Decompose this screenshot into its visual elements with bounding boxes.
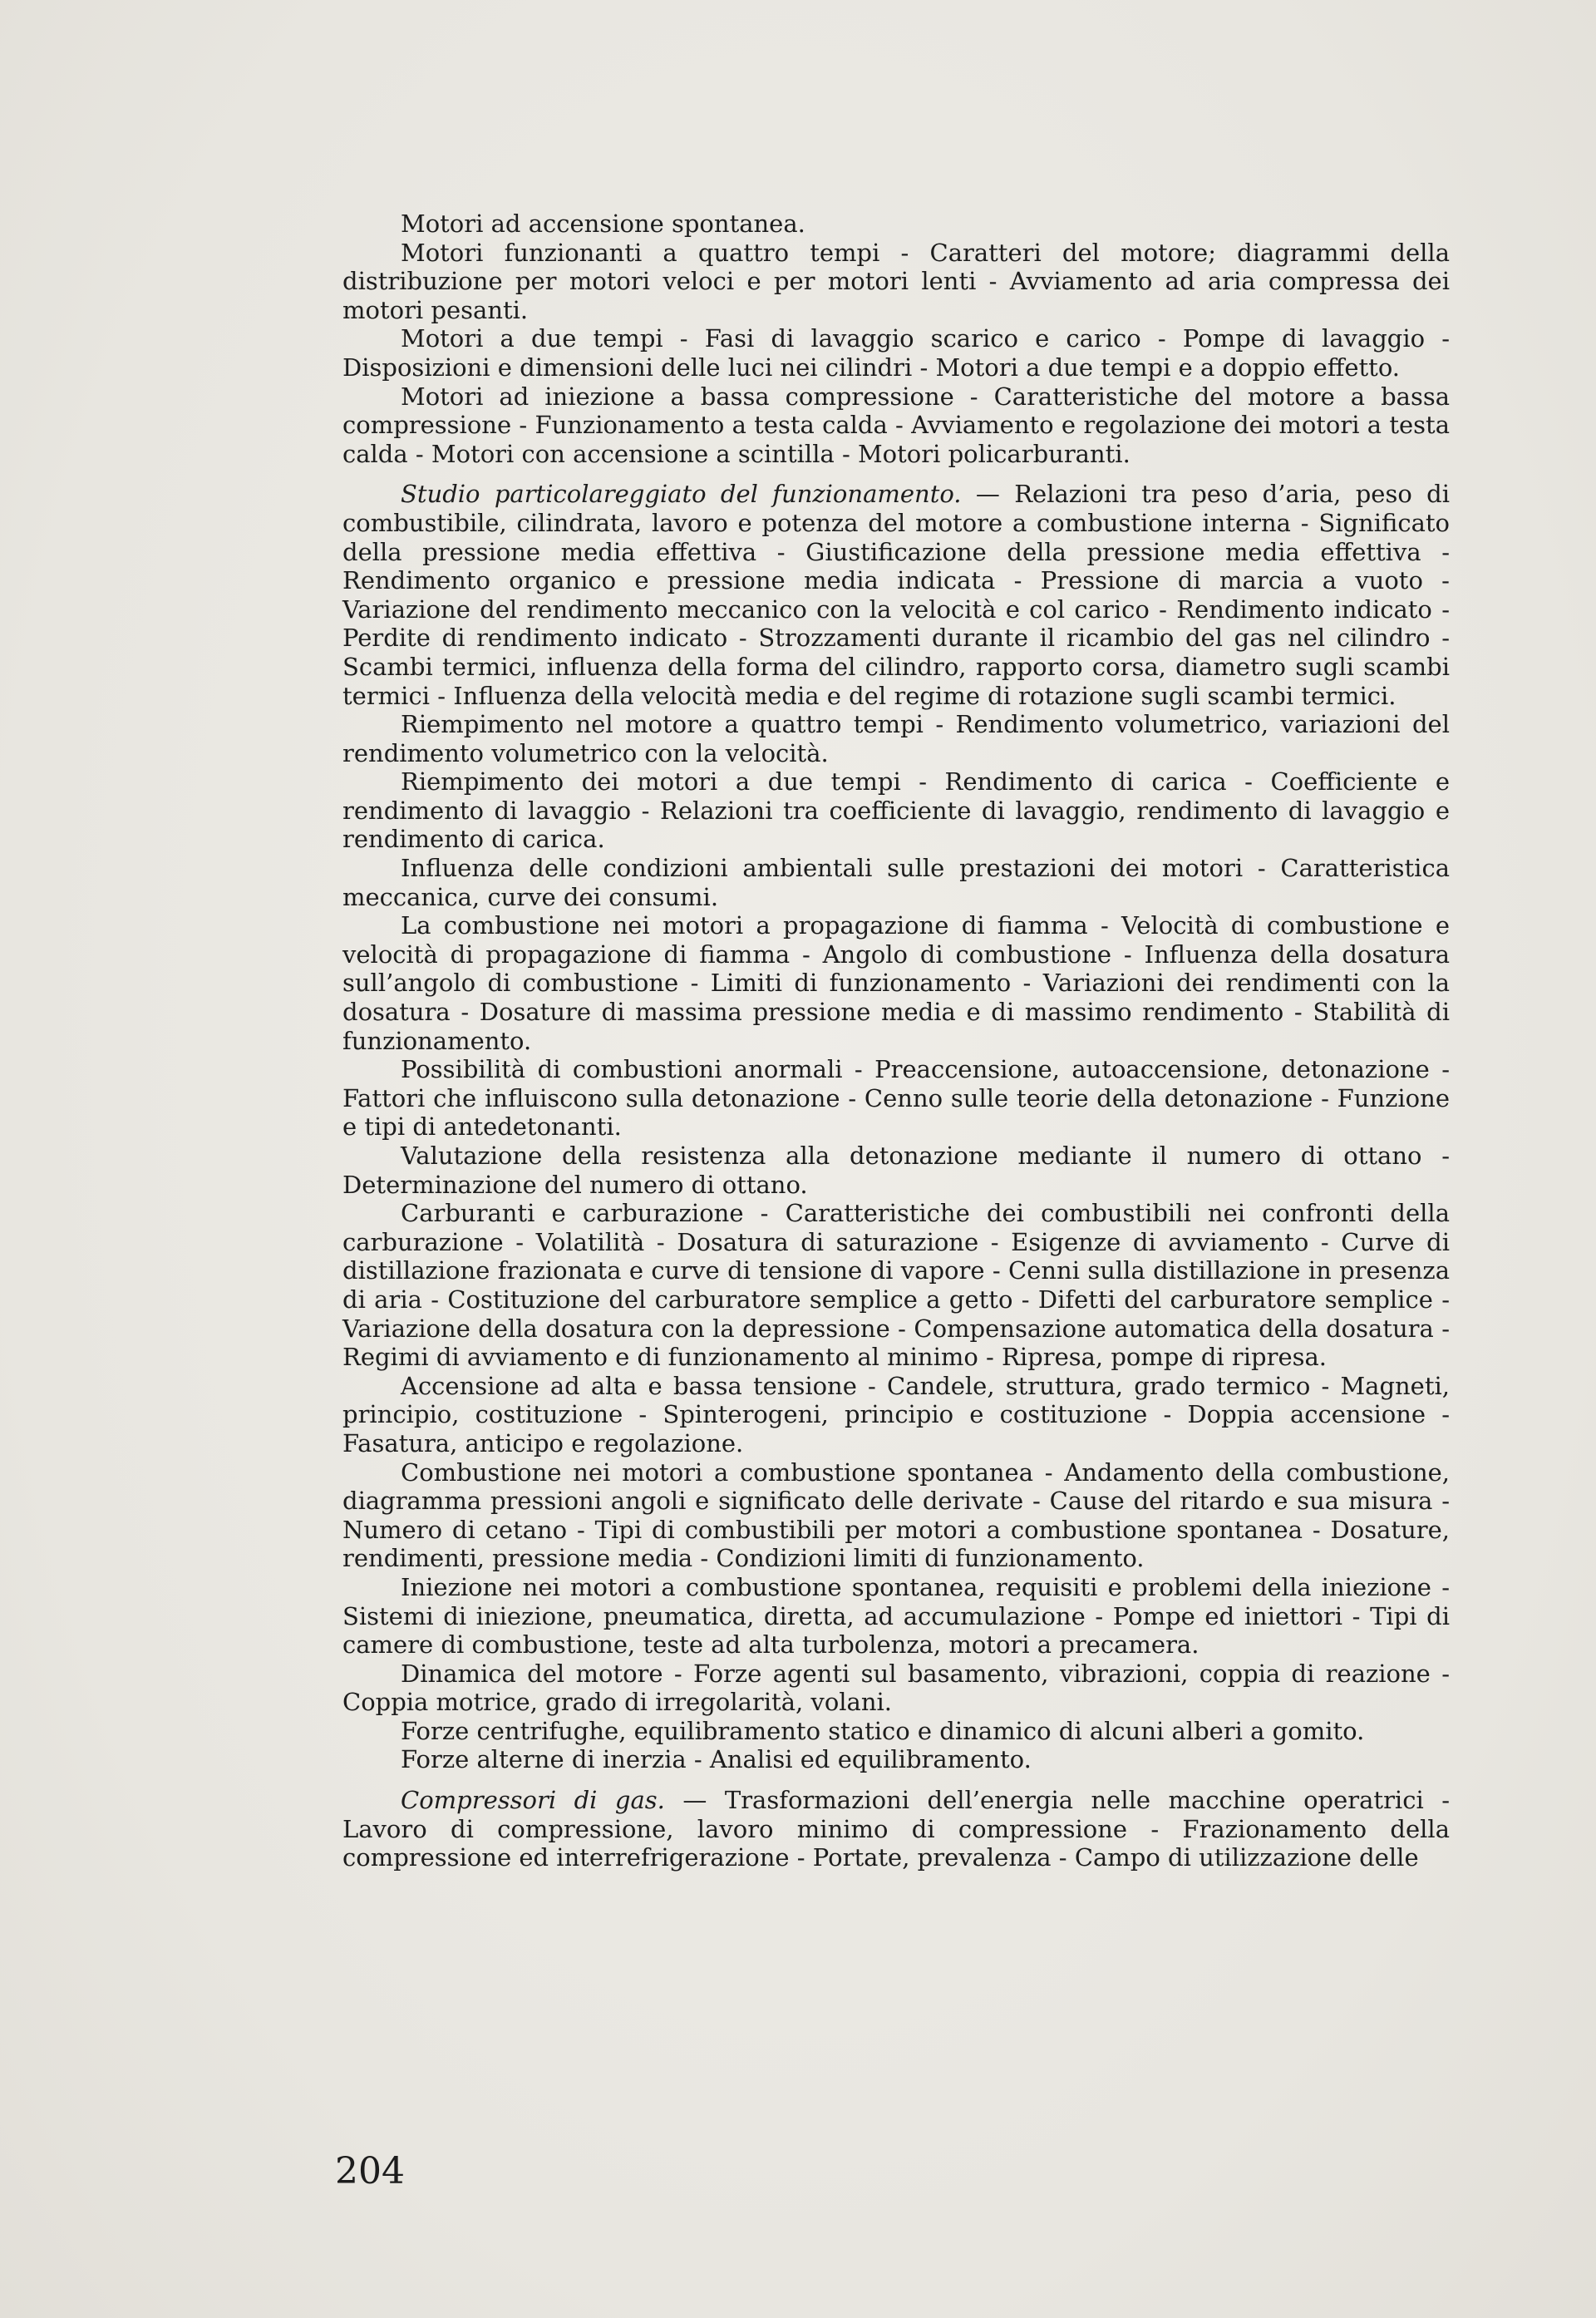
paragraph: Combustione nei motori a combustione spontanea - Andamento della combustione, diagramma pressioni angoli e significato delle derivate - Cause del ritardo e sua misura - Numero di cetano - Tipi di combustibili per motori a combustione spontanea - Dosature, rendimenti, pressione media - Condizioni limiti di funzionamento. xyxy=(342,1457,1450,1573)
paragraph: Riempimento nel motore a quattro tempi - Rendimento volumetrico, variazioni del rendimento volumetrico con la velocità. xyxy=(342,710,1450,767)
paragraph: Motori ad iniezione a bassa compressione - Caratteristiche del motore a bassa compressione - Funzionamento a testa calda - Avviamento e regolazione dei motori a testa calda - Motori con accensione a scintilla - Motori policarburanti. xyxy=(342,382,1450,468)
page-number: 204 xyxy=(335,2150,405,2192)
section-text: — Relazioni tra peso d’aria, peso di combustibile, cilindrata, lavoro e potenza del motore a combustione interna - Significato della pressione media effettiva - Giustificazione della pressione media effettiva - Rendimento organico e pressione media indicata - Pressione di marcia a vuoto - Variazione del rendimento meccanico con la velocità e col carico - Rendimento indicato - Perdite di rendimento indicato - Strozzamenti durante il ricambio del gas nel cilindro - Scambi termici, influenza della forma del cilindro, rapporto corsa, diametro sugli scambi termici - Influenza della velocità media e del regime di rotazione sugli scambi termici. xyxy=(342,480,1450,710)
paragraph: Accensione ad alta e bassa tensione - Candele, struttura, grado termico - Magneti, principio, costituzione - Spinterogeni, principio e costituzione - Doppia accensione - Fasatura, anticipo e regolazione. xyxy=(342,1371,1450,1457)
paragraph: Iniezione nei motori a combustione spontanea, requisiti e problemi della iniezione - Sistemi di iniezione, pneumatica, diretta, ad accumulazione - Pompe ed iniettori - Tipi di camere di combustione, teste ad alta turbolenza, motori a precamera. xyxy=(342,1572,1450,1660)
document-body xyxy=(342,210,1450,1872)
paragraph: Dinamica del motore - Forze agenti sul basamento, vibrazioni, coppia di reazione - Coppia motrice, grado di irregolarità, volani. xyxy=(342,1659,1450,1717)
paragraph: Forze alterne di inerzia - Analisi ed equilibramento. xyxy=(401,1745,1032,1774)
paragraph: Possibilità di combustioni anormali - Preaccensione, autoaccensione, detonazione - Fattori che influiscono sulla detonazione - Cenno sulle teorie della detonazione - Funzione e tipi di antedetonanti. xyxy=(342,1055,1450,1142)
paragraph: Motori ad accensione spontanea. xyxy=(401,210,805,238)
paragraph: Carburanti e carburazione - Caratteristiche dei combustibili nei confronti della carburazione - Volatilità - Dosatura di saturazione - Esigenze di avviamento - Curve di distillazione frazionata e curve di tensione di vapore - Cenni sulla distillazione in presenza di aria - Costituzione del carburatore semplice a getto - Difetti del carburatore semplice - Variazione della dosatura con la depressione - Compensazione automatica della dosatura - Regimi di avviamento e di funzionamento al minimo - Ripresa, pompe di ripresa. xyxy=(342,1199,1450,1372)
paragraph: Forze centrifughe, equilibramento statico e dinamico di alcuni alberi a gomito. xyxy=(401,1716,1365,1745)
section-text: — Trasformazioni dell’energia nelle macchine operatrici - Lavoro di compressione, lavoro minimo di compressione - Frazionamento della compressione ed interrefrigerazione - Portate, prevalenza - Campo di utilizzazione delle xyxy=(342,1786,1451,1872)
paragraph: Motori a due tempi - Fasi di lavaggio scarico e carico - Pompe di lavaggio - Disposizioni e dimensioni delle luci nei cilindri - Motori a due tempi e a doppio effetto. xyxy=(342,324,1450,382)
paragraph: Motori funzionanti a quattro tempi - Caratteri del motore; diagrammi della distribuzione per motori veloci e per motori lenti - Avviamento ad aria compressa dei motori pesanti. xyxy=(342,238,1450,324)
paragraph: La combustione nei motori a propagazione di fiamma - Velocità di combustione e velocità di propagazione di fiamma - Angolo di combustione - Influenza della dosatura sull’angolo di combustione - Limiti di funzionamento - Variazioni dei rendimenti con la dosatura - Dosature di massima pressione media e di massimo rendimento - Stabilità di funzionamento. xyxy=(342,911,1450,1055)
section-studio xyxy=(342,480,1450,710)
paragraph: Valutazione della resistenza alla detonazione mediante il numero di ottano - Determinazione del numero di ottano. xyxy=(342,1142,1450,1199)
section-heading: Compressori di gas. xyxy=(401,1786,665,1815)
section-compressori xyxy=(342,1786,1450,1872)
paragraph: Influenza delle condizioni ambientali sulle prestazioni dei motori - Caratteristica meccanica, curve dei consumi. xyxy=(342,854,1450,911)
section-heading: Studio particolareggiato del funzionamento. xyxy=(401,480,962,509)
paragraph: Riempimento dei motori a due tempi - Rendimento di carica - Coefficiente e rendimento di lavaggio - Relazioni tra coefficiente di lavaggio, rendimento di lavaggio e rendimento di carica. xyxy=(342,767,1450,854)
